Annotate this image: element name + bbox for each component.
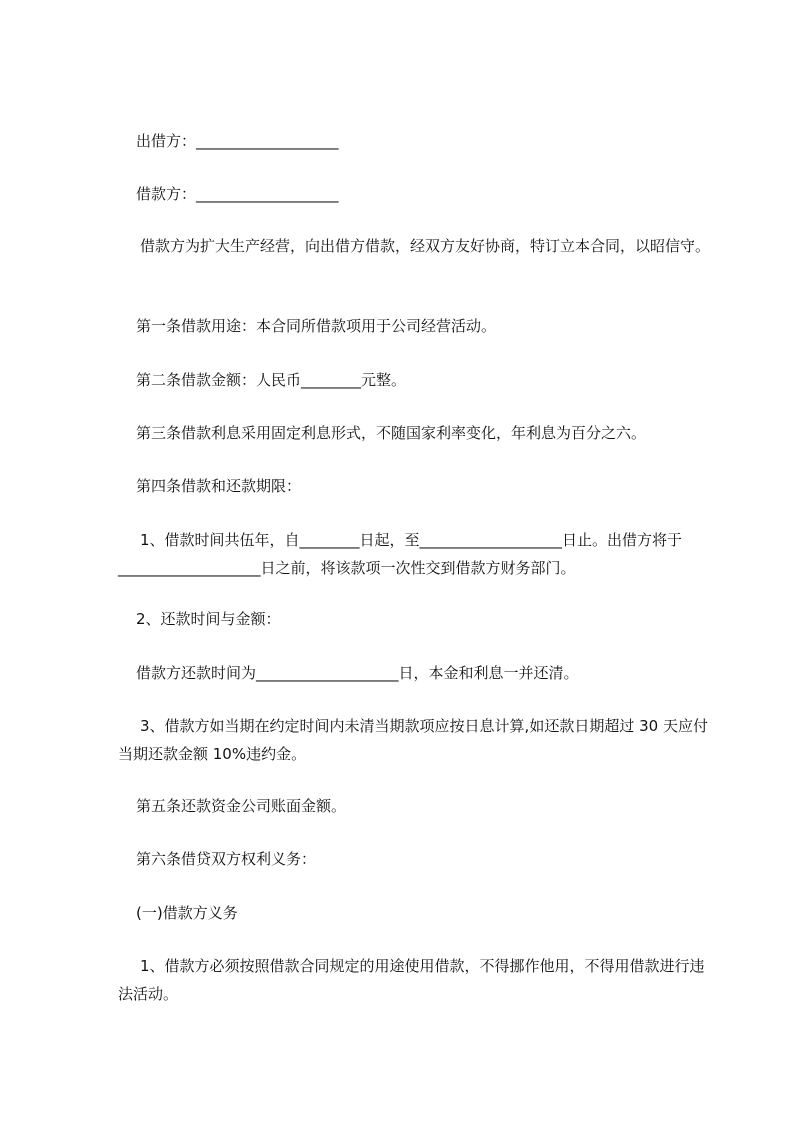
article-3-paragraph: 第三条借款利息采用固定利息形式，不随国家利率变化，年利息为百分之六。 <box>136 424 647 442</box>
article-6-heading: 第六条借贷双方权利义务： <box>136 850 317 868</box>
article-4-heading: 第四条借款和还款期限： <box>136 477 302 495</box>
article-1-paragraph: 第一条借款用途：本合同所借款项用于公司经营活动。 <box>136 317 497 335</box>
article-6-section-1-item-1: 1、借款方必须按照借款合同规定的用途使用借款，不得挪作他用，不得用借款进行违法活动。 <box>118 957 705 1003</box>
article-4-item-2-text: 借款方还款时间为___________________日，本金和利息一并还清。 <box>136 664 579 682</box>
article-6-section-1-heading: (一)借款方义务 <box>136 904 238 922</box>
article-4-item-3: 3、借款方如当期在约定时间内未清当期款项应按日息计算,如还款日期超过 30 天应付当期还款金额 10%违约金。 <box>118 717 708 763</box>
article-4-item-2: 2、还款时间与金额： <box>136 610 281 628</box>
article-4-item-1: 1、借款时间共伍年，自________日起，至___________________日止。出借方将于___________________日之前，将该款项一次性交到借款方财务部门。 <box>118 531 683 577</box>
article-2-paragraph: 第二条借款金额：人民币________元整。 <box>136 371 407 389</box>
lender-line: 出借方：___________________ <box>136 132 339 150</box>
preamble-paragraph: 借款方为扩大生产经营，向出借方借款，经双方友好协商，特订立本合同，以昭信守。 <box>140 237 711 255</box>
borrower-line: 借款方：___________________ <box>136 185 339 203</box>
article-5-paragraph: 第五条还款资金公司账面金额。 <box>136 797 347 815</box>
